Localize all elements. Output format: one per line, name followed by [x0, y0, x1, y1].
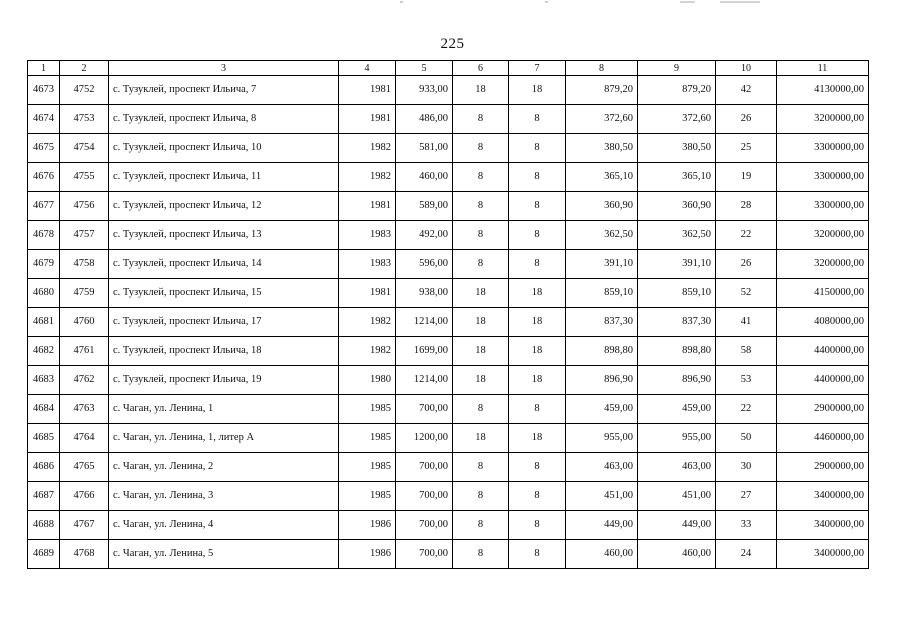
cell-living-area: 365,10 — [566, 163, 638, 192]
cell-address: с. Чаган, ул. Ленина, 1, литер А — [109, 424, 339, 453]
cell-residents-count: 27 — [716, 482, 777, 511]
cell-cost: 2900000,00 — [777, 453, 869, 482]
property-registry-table — [27, 60, 869, 569]
cell-total-area: 589,00 — [396, 192, 453, 221]
cell-registry-number: 4765 — [60, 453, 109, 482]
cell-registry-number: 4767 — [60, 511, 109, 540]
cell-registry-number: 4764 — [60, 424, 109, 453]
cell-registry-number: 4768 — [60, 540, 109, 569]
cell-total-area: 596,00 — [396, 250, 453, 279]
cell-living-area: 362,50 — [566, 221, 638, 250]
cell-apartments-count-2: 8 — [509, 134, 566, 163]
cell-address: с. Чаган, ул. Ленина, 1 — [109, 395, 339, 424]
cell-living-area: 460,00 — [566, 540, 638, 569]
cell-residents-count: 28 — [716, 192, 777, 221]
cell-apartments-count: 18 — [453, 76, 509, 105]
cell-registry-number: 4754 — [60, 134, 109, 163]
cell-cost: 4460000,00 — [777, 424, 869, 453]
cell-residents-count: 24 — [716, 540, 777, 569]
cell-apartments-count: 8 — [453, 482, 509, 511]
cell-year-built: 1982 — [339, 308, 396, 337]
cell-living-area-2: 360,90 — [638, 192, 716, 221]
cell-row-number: 4689 — [28, 540, 60, 569]
table-row — [28, 511, 869, 540]
cell-cost: 3200000,00 — [777, 221, 869, 250]
cell-year-built: 1985 — [339, 482, 396, 511]
cell-cost: 3300000,00 — [777, 134, 869, 163]
cell-residents-count: 53 — [716, 366, 777, 395]
cell-year-built: 1981 — [339, 192, 396, 221]
cell-total-area: 700,00 — [396, 540, 453, 569]
table-row — [28, 192, 869, 221]
cell-residents-count: 58 — [716, 337, 777, 366]
cell-cost: 3400000,00 — [777, 511, 869, 540]
cell-row-number: 4687 — [28, 482, 60, 511]
cell-year-built: 1982 — [339, 337, 396, 366]
cell-total-area: 486,00 — [396, 105, 453, 134]
cell-living-area-2: 837,30 — [638, 308, 716, 337]
cell-address: с. Тузуклей, проспект Ильича, 15 — [109, 279, 339, 308]
cell-cost: 4130000,00 — [777, 76, 869, 105]
cell-living-area-2: 896,90 — [638, 366, 716, 395]
table-row — [28, 308, 869, 337]
cell-year-built: 1986 — [339, 511, 396, 540]
table-row — [28, 337, 869, 366]
cell-address: с. Чаган, ул. Ленина, 3 — [109, 482, 339, 511]
cell-apartments-count: 8 — [453, 511, 509, 540]
cell-cost: 3400000,00 — [777, 482, 869, 511]
cell-address: с. Тузуклей, проспект Ильича, 10 — [109, 134, 339, 163]
cell-living-area: 879,20 — [566, 76, 638, 105]
cell-apartments-count-2: 8 — [509, 192, 566, 221]
cell-living-area-2: 898,80 — [638, 337, 716, 366]
cell-total-area: 700,00 — [396, 511, 453, 540]
cell-living-area-2: 391,10 — [638, 250, 716, 279]
cell-living-area: 898,80 — [566, 337, 638, 366]
cell-year-built: 1982 — [339, 163, 396, 192]
cell-living-area: 837,30 — [566, 308, 638, 337]
cell-apartments-count-2: 8 — [509, 482, 566, 511]
cell-residents-count: 25 — [716, 134, 777, 163]
table-row — [28, 134, 869, 163]
cell-cost: 4150000,00 — [777, 279, 869, 308]
cell-row-number: 4686 — [28, 453, 60, 482]
cell-apartments-count-2: 8 — [509, 105, 566, 134]
cell-registry-number: 4761 — [60, 337, 109, 366]
cell-registry-number: 4759 — [60, 279, 109, 308]
cell-address: с. Тузуклей, проспект Ильича, 7 — [109, 76, 339, 105]
cell-apartments-count-2: 8 — [509, 511, 566, 540]
scan-artifact-marks — [0, 0, 905, 6]
cell-total-area: 492,00 — [396, 221, 453, 250]
column-header-5: 5 — [396, 61, 453, 76]
cell-apartments-count: 8 — [453, 395, 509, 424]
page-number: 225 — [440, 36, 465, 52]
cell-living-area-2: 955,00 — [638, 424, 716, 453]
cell-year-built: 1983 — [339, 221, 396, 250]
column-header-11: 11 — [777, 61, 869, 76]
cell-row-number: 4684 — [28, 395, 60, 424]
cell-living-area-2: 460,00 — [638, 540, 716, 569]
cell-address: с. Тузуклей, проспект Ильича, 8 — [109, 105, 339, 134]
cell-apartments-count-2: 18 — [509, 308, 566, 337]
cell-year-built: 1985 — [339, 453, 396, 482]
cell-apartments-count: 18 — [453, 366, 509, 395]
cell-year-built: 1981 — [339, 105, 396, 134]
cell-address: с. Тузуклей, проспект Ильича, 11 — [109, 163, 339, 192]
cell-cost: 4400000,00 — [777, 337, 869, 366]
table-row — [28, 482, 869, 511]
cell-apartments-count: 8 — [453, 250, 509, 279]
cell-row-number: 4688 — [28, 511, 60, 540]
cell-cost: 3400000,00 — [777, 540, 869, 569]
cell-registry-number: 4756 — [60, 192, 109, 221]
cell-residents-count: 22 — [716, 395, 777, 424]
cell-living-area: 360,90 — [566, 192, 638, 221]
cell-living-area-2: 463,00 — [638, 453, 716, 482]
cell-registry-number: 4763 — [60, 395, 109, 424]
cell-year-built: 1980 — [339, 366, 396, 395]
table-row — [28, 105, 869, 134]
cell-residents-count: 42 — [716, 76, 777, 105]
cell-apartments-count: 18 — [453, 308, 509, 337]
cell-cost: 2900000,00 — [777, 395, 869, 424]
cell-row-number: 4685 — [28, 424, 60, 453]
cell-living-area: 955,00 — [566, 424, 638, 453]
cell-row-number: 4675 — [28, 134, 60, 163]
cell-apartments-count: 8 — [453, 105, 509, 134]
cell-residents-count: 33 — [716, 511, 777, 540]
cell-cost: 3200000,00 — [777, 250, 869, 279]
column-header-10: 10 — [716, 61, 777, 76]
cell-registry-number: 4753 — [60, 105, 109, 134]
cell-living-area-2: 372,60 — [638, 105, 716, 134]
cell-address: с. Тузуклей, проспект Ильича, 12 — [109, 192, 339, 221]
cell-residents-count: 52 — [716, 279, 777, 308]
table-row — [28, 395, 869, 424]
cell-row-number: 4682 — [28, 337, 60, 366]
cell-address: с. Тузуклей, проспект Ильича, 18 — [109, 337, 339, 366]
cell-apartments-count-2: 8 — [509, 540, 566, 569]
cell-address: с. Тузуклей, проспект Ильича, 19 — [109, 366, 339, 395]
cell-row-number: 4676 — [28, 163, 60, 192]
column-header-6: 6 — [453, 61, 509, 76]
table-row — [28, 250, 869, 279]
cell-apartments-count: 8 — [453, 221, 509, 250]
cell-living-area: 449,00 — [566, 511, 638, 540]
column-header-7: 7 — [509, 61, 566, 76]
cell-year-built: 1985 — [339, 424, 396, 453]
cell-residents-count: 22 — [716, 221, 777, 250]
cell-year-built: 1986 — [339, 540, 396, 569]
cell-apartments-count-2: 8 — [509, 453, 566, 482]
cell-registry-number: 4762 — [60, 366, 109, 395]
table-row — [28, 163, 869, 192]
cell-cost: 3300000,00 — [777, 163, 869, 192]
cell-year-built: 1985 — [339, 395, 396, 424]
table-row — [28, 540, 869, 569]
cell-residents-count: 50 — [716, 424, 777, 453]
cell-residents-count: 26 — [716, 250, 777, 279]
cell-living-area-2: 362,50 — [638, 221, 716, 250]
cell-address: с. Тузуклей, проспект Ильича, 14 — [109, 250, 339, 279]
table-row — [28, 424, 869, 453]
cell-year-built: 1982 — [339, 134, 396, 163]
cell-total-area: 460,00 — [396, 163, 453, 192]
cell-row-number: 4677 — [28, 192, 60, 221]
cell-living-area: 380,50 — [566, 134, 638, 163]
cell-living-area-2: 451,00 — [638, 482, 716, 511]
table-row — [28, 279, 869, 308]
cell-living-area: 451,00 — [566, 482, 638, 511]
cell-living-area-2: 859,10 — [638, 279, 716, 308]
cell-residents-count: 26 — [716, 105, 777, 134]
cell-registry-number: 4760 — [60, 308, 109, 337]
cell-apartments-count: 8 — [453, 134, 509, 163]
cell-apartments-count-2: 8 — [509, 395, 566, 424]
cell-apartments-count: 8 — [453, 453, 509, 482]
cell-total-area: 1200,00 — [396, 424, 453, 453]
cell-living-area-2: 879,20 — [638, 76, 716, 105]
cell-row-number: 4681 — [28, 308, 60, 337]
cell-total-area: 938,00 — [396, 279, 453, 308]
cell-row-number: 4674 — [28, 105, 60, 134]
cell-apartments-count-2: 8 — [509, 250, 566, 279]
cell-year-built: 1981 — [339, 279, 396, 308]
cell-row-number: 4678 — [28, 221, 60, 250]
cell-year-built: 1981 — [339, 76, 396, 105]
cell-residents-count: 19 — [716, 163, 777, 192]
cell-apartments-count-2: 8 — [509, 221, 566, 250]
column-header-1: 1 — [28, 61, 60, 76]
cell-living-area: 459,00 — [566, 395, 638, 424]
cell-living-area: 391,10 — [566, 250, 638, 279]
cell-total-area: 1214,00 — [396, 308, 453, 337]
cell-address: с. Чаган, ул. Ленина, 2 — [109, 453, 339, 482]
cell-registry-number: 4752 — [60, 76, 109, 105]
cell-living-area: 859,10 — [566, 279, 638, 308]
column-header-3: 3 — [109, 61, 339, 76]
cell-cost: 3200000,00 — [777, 105, 869, 134]
cell-address: с. Тузуклей, проспект Ильича, 17 — [109, 308, 339, 337]
cell-registry-number: 4758 — [60, 250, 109, 279]
cell-living-area-2: 459,00 — [638, 395, 716, 424]
table-row — [28, 221, 869, 250]
cell-total-area: 700,00 — [396, 395, 453, 424]
cell-total-area: 1699,00 — [396, 337, 453, 366]
cell-address: с. Чаган, ул. Ленина, 4 — [109, 511, 339, 540]
column-header-8: 8 — [566, 61, 638, 76]
cell-apartments-count: 18 — [453, 279, 509, 308]
cell-registry-number: 4766 — [60, 482, 109, 511]
cell-living-area: 896,90 — [566, 366, 638, 395]
cell-total-area: 700,00 — [396, 453, 453, 482]
cell-address: с. Тузуклей, проспект Ильича, 13 — [109, 221, 339, 250]
cell-apartments-count-2: 18 — [509, 424, 566, 453]
cell-apartments-count-2: 18 — [509, 76, 566, 105]
cell-total-area: 700,00 — [396, 482, 453, 511]
table-row — [28, 76, 869, 105]
cell-row-number: 4679 — [28, 250, 60, 279]
column-number-row — [28, 61, 869, 76]
cell-apartments-count: 18 — [453, 424, 509, 453]
cell-cost: 4080000,00 — [777, 308, 869, 337]
cell-total-area: 933,00 — [396, 76, 453, 105]
cell-living-area-2: 449,00 — [638, 511, 716, 540]
cell-row-number: 4680 — [28, 279, 60, 308]
cell-living-area-2: 380,50 — [638, 134, 716, 163]
cell-total-area: 581,00 — [396, 134, 453, 163]
cell-apartments-count: 8 — [453, 163, 509, 192]
cell-residents-count: 30 — [716, 453, 777, 482]
cell-address: с. Чаган, ул. Ленина, 5 — [109, 540, 339, 569]
cell-residents-count: 41 — [716, 308, 777, 337]
column-header-2: 2 — [60, 61, 109, 76]
cell-total-area: 1214,00 — [396, 366, 453, 395]
cell-cost: 4400000,00 — [777, 366, 869, 395]
cell-year-built: 1983 — [339, 250, 396, 279]
column-header-4: 4 — [339, 61, 396, 76]
cell-cost: 3300000,00 — [777, 192, 869, 221]
cell-row-number: 4673 — [28, 76, 60, 105]
cell-apartments-count: 8 — [453, 192, 509, 221]
cell-registry-number: 4755 — [60, 163, 109, 192]
cell-apartments-count-2: 18 — [509, 279, 566, 308]
cell-registry-number: 4757 — [60, 221, 109, 250]
cell-apartments-count-2: 18 — [509, 337, 566, 366]
table-body — [28, 76, 869, 569]
table-row — [28, 366, 869, 395]
cell-apartments-count-2: 18 — [509, 366, 566, 395]
cell-living-area: 372,60 — [566, 105, 638, 134]
cell-apartments-count-2: 8 — [509, 163, 566, 192]
column-header-9: 9 — [638, 61, 716, 76]
cell-living-area-2: 365,10 — [638, 163, 716, 192]
cell-apartments-count: 8 — [453, 540, 509, 569]
cell-apartments-count: 18 — [453, 337, 509, 366]
cell-living-area: 463,00 — [566, 453, 638, 482]
cell-row-number: 4683 — [28, 366, 60, 395]
table-row — [28, 453, 869, 482]
